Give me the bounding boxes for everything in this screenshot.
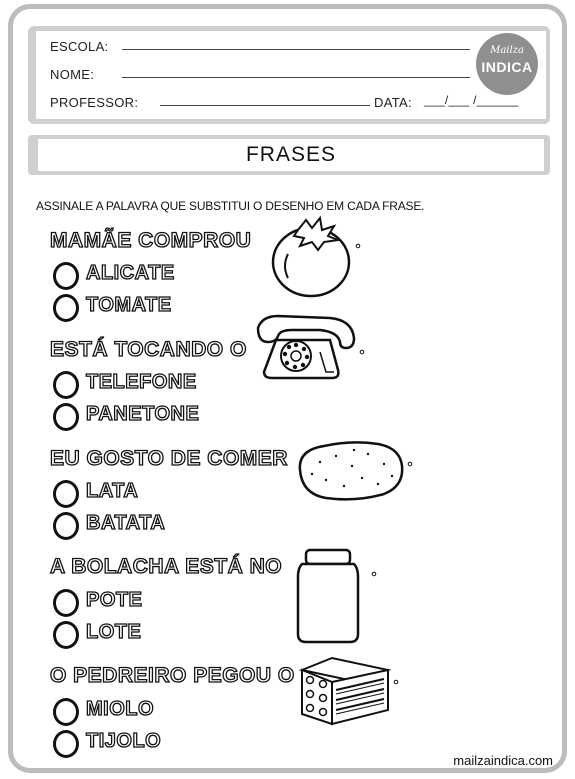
tomato-icon [268,214,368,300]
sentence-1: MAMÃE COMPROU [50,229,252,252]
option-label-tomate: TOMATE [86,294,172,316]
date-field[interactable]: ___/___ /______ [424,93,519,107]
telephone-icon [250,310,370,390]
option-radio-batata[interactable] [53,512,79,540]
sentence-5: O PEDREIRO PEGOU O [50,664,295,687]
option-label-miolo: MIOLO [86,698,155,720]
option-radio-tijolo[interactable] [53,730,79,758]
date-label: DATA: [374,95,412,110]
teacher-field[interactable] [160,105,370,106]
potato-icon [292,436,416,504]
option-radio-miolo[interactable] [53,698,79,726]
brick-icon [296,652,402,726]
option-radio-telefone[interactable] [53,371,79,399]
logo-script: Mailza [490,45,524,56]
name-label: NOME: [50,67,95,82]
option-radio-lote[interactable] [53,621,79,649]
option-label-panetone: PANETONE [86,403,200,425]
school-field[interactable] [122,49,470,50]
header-panel [36,31,546,119]
option-radio-tomate[interactable] [53,294,79,322]
logo-wordmark: INDICA [481,59,533,75]
instruction-text: ASSINALE A PALAVRA QUE SUBSTITUI O DESENHO EM CADA FRASE. [36,199,425,213]
sentence-4: A BOLACHA ESTÁ NO [50,555,283,578]
option-label-alicate: ALICATE [86,262,175,284]
option-label-telefone: TELEFONE [86,371,197,393]
option-label-tijolo: TIJOLO [86,730,162,752]
option-radio-lata[interactable] [53,480,79,508]
mailza-indica-logo [476,33,538,95]
option-radio-panetone[interactable] [53,403,79,431]
sentence-3: EU GOSTO DE COMER [50,447,288,470]
footer-website: mailzaindica.com [453,753,553,768]
page-title: FRASES [38,139,544,171]
option-label-pote: POTE [86,589,143,611]
option-label-lote: LOTE [86,621,142,643]
name-field[interactable] [122,77,470,78]
option-radio-alicate[interactable] [53,262,79,290]
option-label-batata: BATATA [86,512,166,534]
teacher-label: PROFESSOR: [50,95,139,110]
jar-icon [292,546,382,646]
option-label-lata: LATA [86,480,139,502]
school-label: ESCOLA: [50,39,109,54]
sentence-2: ESTÁ TOCANDO O [50,338,247,361]
option-radio-pote[interactable] [53,589,79,617]
